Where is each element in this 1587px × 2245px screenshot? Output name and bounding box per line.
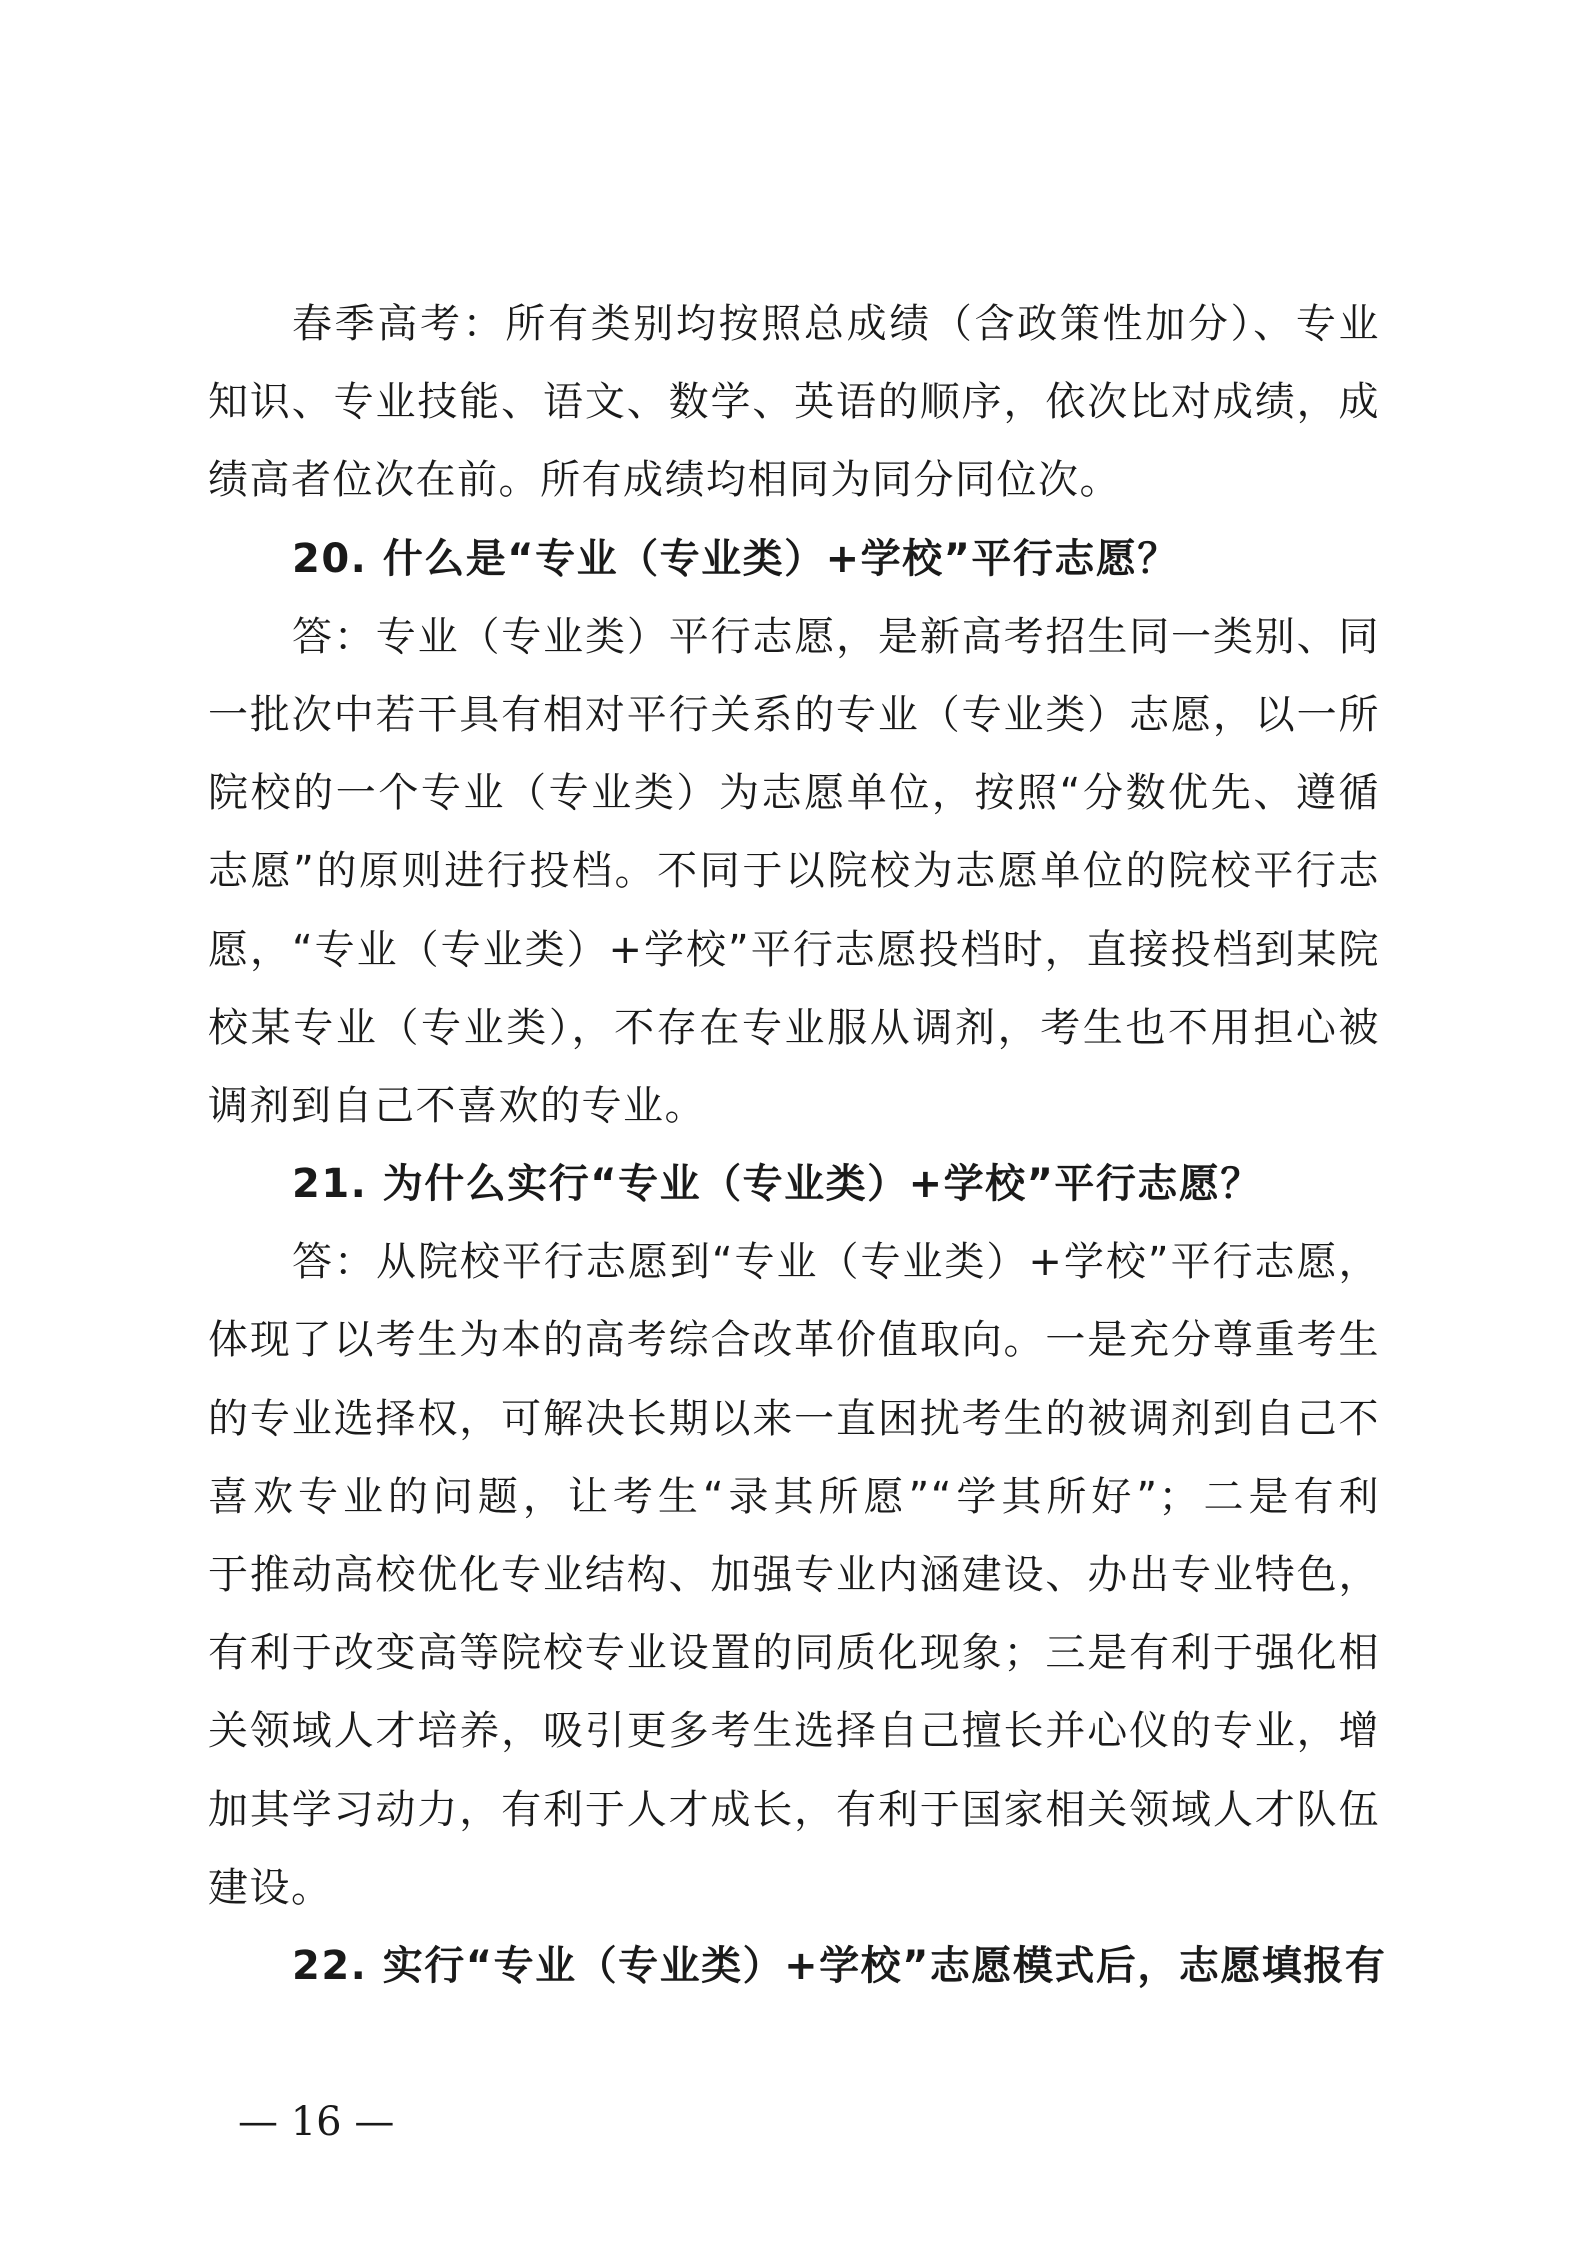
paragraph-line: 关领域人才培养，吸引更多考生选择自己擅长并心仪的专业，增 xyxy=(208,1708,1380,1755)
paragraph-line: 体现了以考生为本的高考综合改革价值取向。一是充分尊重考生 xyxy=(208,1317,1380,1364)
paragraph-line: 调剂到自己不喜欢的专业。 xyxy=(208,1082,706,1129)
page-number: — 16 — xyxy=(238,2099,395,2145)
document-body xyxy=(208,285,1387,2005)
paragraph-line: 加其学习动力，有利于人才成长，有利于国家相关领域人才队伍 xyxy=(208,1786,1380,1833)
question-heading-22: 22. 实行“专业（专业类）+学校”志愿模式后，志愿填报有 xyxy=(292,1942,1387,1989)
paragraph-line: 校某专业（专业类），不存在专业服从调剂，考生也不用担心被 xyxy=(208,1004,1380,1051)
question-heading-21: 21. 为什么实行“专业（专业类）+学校”平行志愿？ xyxy=(292,1161,1262,1208)
paragraph-line: 有利于改变高等院校专业设置的同质化现象；三是有利于强化相 xyxy=(208,1630,1380,1677)
paragraph-line: 答：从院校平行志愿到“专业（专业类）+学校”平行志愿， xyxy=(292,1239,1380,1286)
paragraph-line: 春季高考：所有类别均按照总成绩（含政策性加分）、专业 xyxy=(292,301,1380,347)
paragraph-line: 于推动高校优化专业结构、加强专业内涵建设、办出专业特色， xyxy=(208,1552,1380,1598)
paragraph-line: 院校的一个专业（专业类）为志愿单位，按照“分数优先、遵循 xyxy=(208,770,1380,817)
paragraph-line: 的专业选择权，可解决长期以来一直困扰考生的被调剂到自己不 xyxy=(208,1395,1380,1442)
paragraph-line: 建设。 xyxy=(208,1864,333,1911)
paragraph-line: 喜欢专业的问题，让考生“录其所愿”“学其所好”；二是有利 xyxy=(208,1473,1380,1520)
question-heading-20: 20. 什么是“专业（专业类）+学校”平行志愿？ xyxy=(292,535,1179,582)
paragraph-line: 志愿”的原则进行投档。不同于以院校为志愿单位的院校平行志 xyxy=(208,848,1380,895)
paragraph-line: 答：专业（专业类）平行志愿，是新高考招生同一类别、同 xyxy=(292,613,1380,660)
paragraph-line: 知识、专业技能、语文、数学、英语的顺序，依次比对成绩，成 xyxy=(208,379,1380,426)
paragraph-line: 一批次中若干具有相对平行关系的专业（专业类）志愿，以一所 xyxy=(208,691,1380,738)
paragraph-line: 绩高者位次在前。所有成绩均相同为同分同位次。 xyxy=(208,457,1121,504)
paragraph-line: 愿，“专业（专业类）+学校”平行志愿投档时，直接投档到某院 xyxy=(208,926,1380,973)
